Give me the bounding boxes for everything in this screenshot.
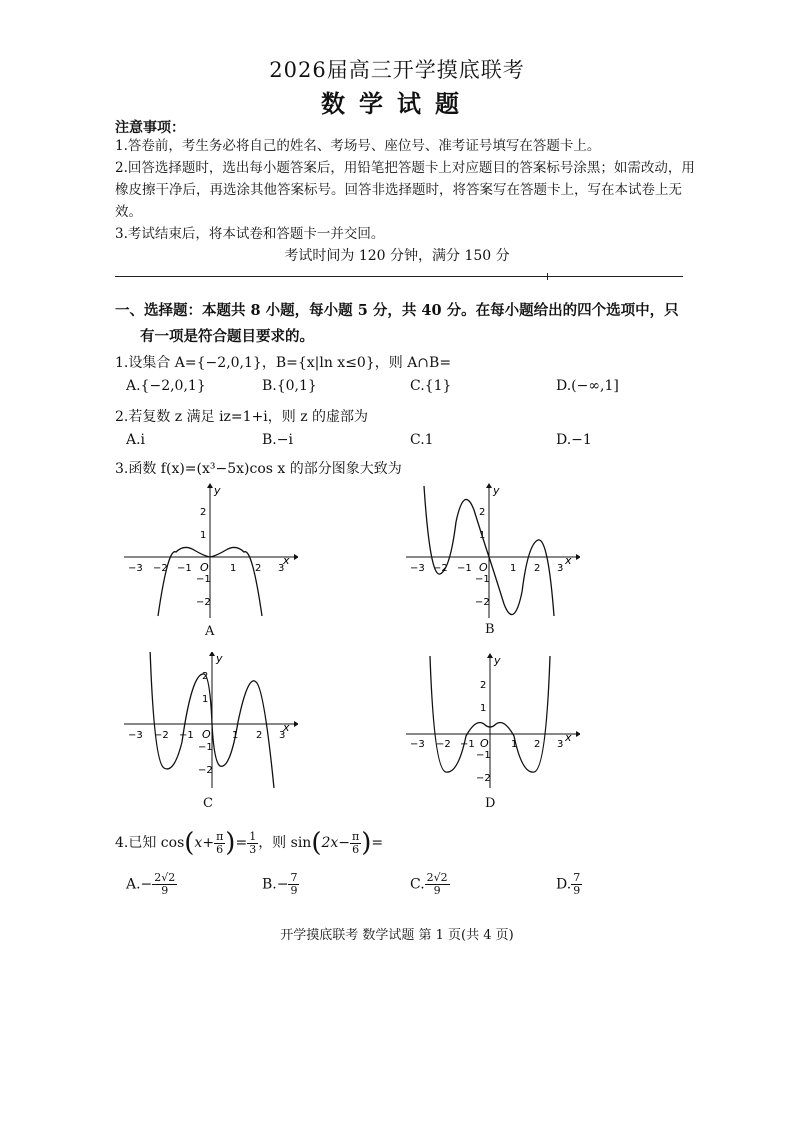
- q4-pi-over-6-b: $\frac{\pi}{6}$: [352, 829, 360, 856]
- graph-c-xtick-1: 1: [232, 730, 239, 741]
- graph-a-ytick-neg1: −1: [196, 574, 211, 585]
- exam-title: 2026届高三开学摸底联考: [269, 58, 525, 82]
- divider-tick: [547, 273, 548, 280]
- q4-paren2-open: (: [311, 828, 322, 858]
- graph-a-xtick-3: 3: [278, 563, 285, 574]
- graph-d-xtick-neg1: −1: [460, 739, 475, 750]
- graph-c-ytick-1: 1: [202, 694, 209, 705]
- graph-c-ytick-neg2: −2: [198, 765, 213, 776]
- q4-paren-close: ): [225, 828, 236, 858]
- graph-b-ytick-1: 1: [479, 530, 486, 541]
- graph-d-ytick-1: 1: [480, 703, 487, 714]
- q2-option-a: A.i: [126, 432, 146, 448]
- q3-stem: 3.函数 f(x)=(x³−5x)cos x 的部分图象大致为: [115, 461, 402, 477]
- graph-b-ytick-2: 2: [479, 507, 486, 518]
- graph-c: [118, 652, 298, 792]
- q4-option-b: B.− $\frac{7}{9}$: [262, 871, 298, 897]
- graph-c-origin: O: [202, 728, 211, 741]
- q4-eq: =: [235, 835, 248, 851]
- q4-end: =: [371, 835, 384, 851]
- graph-b-xtick-3: 3: [557, 563, 564, 574]
- note-item-1: 1.答卷前，考生务必将自己的姓名、考场号、座位号、准考证号填写在答题卡上。: [115, 138, 601, 154]
- graph-c-xtick-3: 3: [279, 730, 286, 741]
- page-footer: 开学摸底联考 数学试题 第 1 页(共 4 页): [280, 928, 514, 943]
- q4-x-plus: x+: [194, 835, 215, 851]
- graph-d-xtick-neg3: −3: [410, 739, 425, 750]
- graph-b: [400, 482, 580, 622]
- q1-option-c: C.{1}: [410, 378, 452, 394]
- graph-a-x-label: x: [283, 554, 290, 567]
- section1-heading-line1: 一、选择题：本题共 8 小题，每小题 5 分，共 40 分。在每小题给出的四个选项中，只: [115, 302, 679, 319]
- q4-2x-minus: 2x−: [321, 835, 351, 851]
- graph-b-xtick-1: 1: [510, 563, 517, 574]
- q4-option-c: C. $\frac{2√2}{9}$: [410, 871, 448, 897]
- graph-b-xtick-neg2: −2: [433, 563, 448, 574]
- q2-option-d: D.−1: [556, 432, 592, 448]
- graph-a-xtick-2: 2: [255, 563, 262, 574]
- q4-one-third: $\frac{1}{3}$: [249, 829, 257, 856]
- graph-b-ytick-neg2: −2: [475, 597, 490, 608]
- divider-line: [115, 276, 683, 277]
- graph-a-origin: O: [200, 561, 209, 574]
- graph-b-y-label: y: [493, 484, 500, 497]
- graph-d: [400, 652, 580, 792]
- graph-b-xtick-neg3: −3: [410, 563, 425, 574]
- q4-stem: [115, 826, 383, 860]
- q4-option-a: A.− $\frac{2√2}{9}$: [126, 871, 176, 897]
- graph-c-xtick-2: 2: [256, 730, 263, 741]
- graph-c-x-label: x: [283, 721, 290, 734]
- q4-option-d: D. $\frac{7}{9}$: [556, 871, 581, 897]
- graph-c-xtick-neg2: −2: [154, 730, 169, 741]
- graph-a-xtick-1: 1: [230, 563, 237, 574]
- graph-c-ytick-neg1: −1: [198, 742, 213, 753]
- graph-a-y-label: y: [214, 484, 221, 497]
- graph-b-xtick-neg1: −1: [457, 563, 472, 574]
- graph-a-xtick-neg3: −3: [128, 563, 143, 574]
- graph-d-ytick-neg1: −1: [476, 750, 491, 761]
- note-item-3: 3.考试结束后，将本试卷和答题卡一并交回。: [115, 226, 385, 242]
- graph-a: [118, 482, 298, 622]
- q4-pi-over-6: $\frac{\pi}{6}$: [216, 829, 224, 856]
- q1-option-a: A.{−2,0,1}: [126, 378, 206, 394]
- exam-time-info: 考试时间为 120 分钟，满分 150 分: [284, 248, 510, 264]
- graph-d-y-label: y: [494, 654, 501, 667]
- graph-d-origin: O: [480, 737, 489, 750]
- q4-stem-prefix: 4.已知 cos: [115, 835, 185, 851]
- graph-d-ytick-neg2: −2: [476, 773, 491, 784]
- q1-stem: 1.设集合 A={−2,0,1}，B={x|ln x≤0}，则 A∩B=: [115, 355, 452, 371]
- graph-d-x-label: x: [565, 731, 572, 744]
- q2-stem: 2.若复数 z 满足 iz=1+i，则 z 的虚部为: [115, 409, 369, 425]
- notes-heading: 注意事项：: [115, 120, 185, 136]
- graph-a-axes: [124, 483, 298, 618]
- q4-paren2-close: ): [361, 828, 372, 858]
- q1-option-d: D.(−∞,1]: [556, 378, 619, 394]
- graph-c-label: C: [203, 796, 213, 811]
- graph-a-ytick-1: 1: [200, 530, 207, 541]
- q1-option-b: B.{0,1}: [262, 378, 317, 394]
- graph-a-xtick-neg1: −1: [177, 563, 192, 574]
- graph-a-label: A: [205, 624, 215, 639]
- graph-d-xtick-1: 1: [511, 739, 518, 750]
- q4-paren-open: (: [184, 828, 195, 858]
- graph-d-xtick-neg2: −2: [436, 739, 451, 750]
- graph-c-y-label: y: [216, 652, 223, 665]
- graph-c-xtick-neg1: −1: [179, 730, 194, 741]
- graph-d-ytick-2: 2: [480, 680, 487, 691]
- note-item-2: 2.回答选择题时，选出每小题答案后，用铅笔把答题卡上对应题目的答案标号涂黑；如需改动，用橡皮擦干净后，再选涂其他答案标号。回答非选择题时，将答案写在答题卡上，写在本试卷上无效。: [115, 160, 695, 220]
- graph-b-ytick-neg1: −1: [475, 574, 490, 585]
- q2-option-b: B.−i: [262, 432, 293, 448]
- q4-mid: ，则 sin: [258, 835, 312, 851]
- graph-a-ytick-2: 2: [200, 507, 207, 518]
- graph-b-x-label: x: [565, 554, 572, 567]
- graph-d-label: D: [485, 796, 496, 811]
- graph-c-ytick-2: 2: [202, 671, 209, 682]
- graph-a-ytick-neg2: −2: [196, 597, 211, 608]
- graph-d-xtick-3: 3: [557, 739, 564, 750]
- graph-b-label: B: [485, 622, 495, 637]
- graph-b-xtick-2: 2: [534, 563, 541, 574]
- graph-c-xtick-neg3: −3: [128, 730, 143, 741]
- graph-d-xtick-2: 2: [534, 739, 541, 750]
- subject-title: 数学试题: [321, 89, 473, 118]
- graph-b-origin: O: [479, 561, 488, 574]
- section1-heading-line2: 有一项是符合题目要求的。: [140, 328, 314, 345]
- graph-a-xtick-neg2: −2: [153, 563, 168, 574]
- q2-option-c: C.1: [410, 432, 434, 448]
